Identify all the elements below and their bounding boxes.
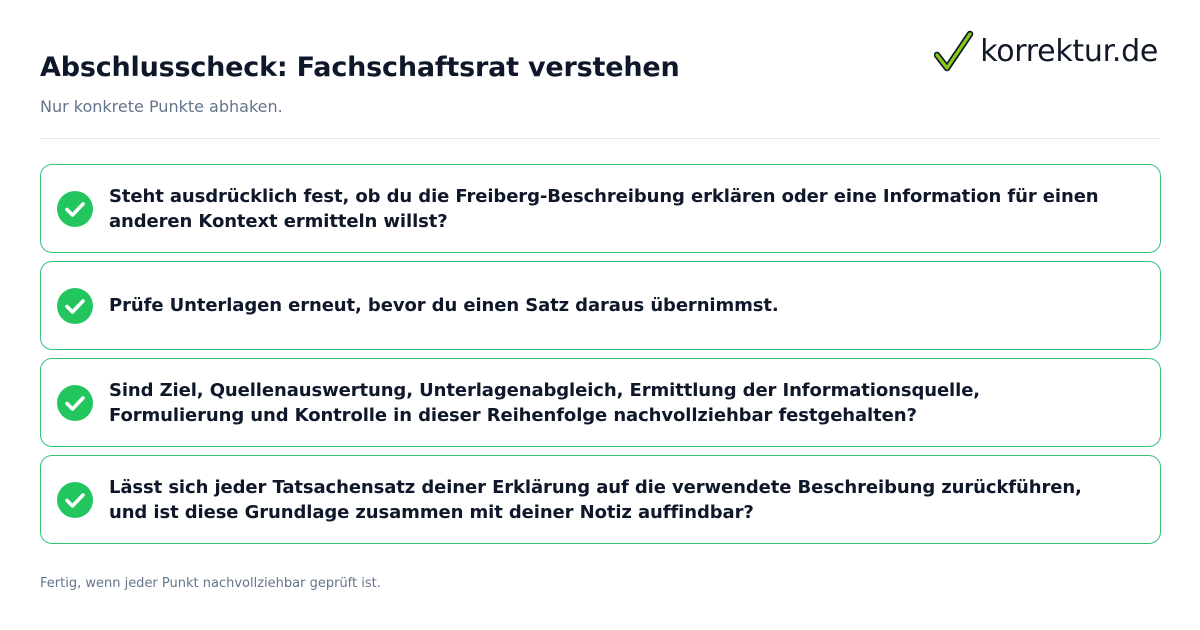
checklist [40, 164, 1161, 544]
page-title: Abschlusscheck: Fachschaftsrat verstehen [40, 52, 680, 83]
checklist-item [40, 455, 1161, 544]
check-circle-icon [57, 191, 93, 227]
checklist-item-text: Lässt sich jeder Tatsachensatz deiner Erklärung auf die verwendete Beschreibung zurückführen, und ist diese Grundlage zusammen mit deiner Notiz auffindbar? [109, 476, 1082, 523]
header-divider [40, 138, 1160, 139]
brand-name: korrektur.de [980, 34, 1158, 69]
check-circle-icon [57, 288, 93, 324]
checklist-item [40, 261, 1161, 350]
checklist-item [40, 358, 1161, 447]
check-circle-icon [57, 385, 93, 421]
checklist-item-text: Steht ausdrücklich fest, ob du die Freiberg-Beschreibung erklären oder eine Information für einen anderen Kontext ermitteln willst? [109, 185, 1099, 232]
brand-logo [934, 28, 1158, 76]
checklist-item-text: Prüfe Unterlagen erneut, bevor du einen Satz daraus übernimmst. [109, 295, 779, 316]
checklist-item-text: Sind Ziel, Quellenauswertung, Unterlagenabgleich, Ermittlung der Informationsquelle, Formulierung und Kontrolle in dieser Reihenfolge nachvollziehbar festgehalten? [109, 379, 981, 426]
checkmark-icon [934, 30, 974, 74]
checklist-item [40, 164, 1161, 253]
page-subtitle: Nur konkrete Punkte abhaken. [40, 97, 283, 116]
footer-note: Fertig, wenn jeder Punkt nachvollziehbar geprüft ist. [40, 576, 381, 591]
check-circle-icon [57, 482, 93, 518]
